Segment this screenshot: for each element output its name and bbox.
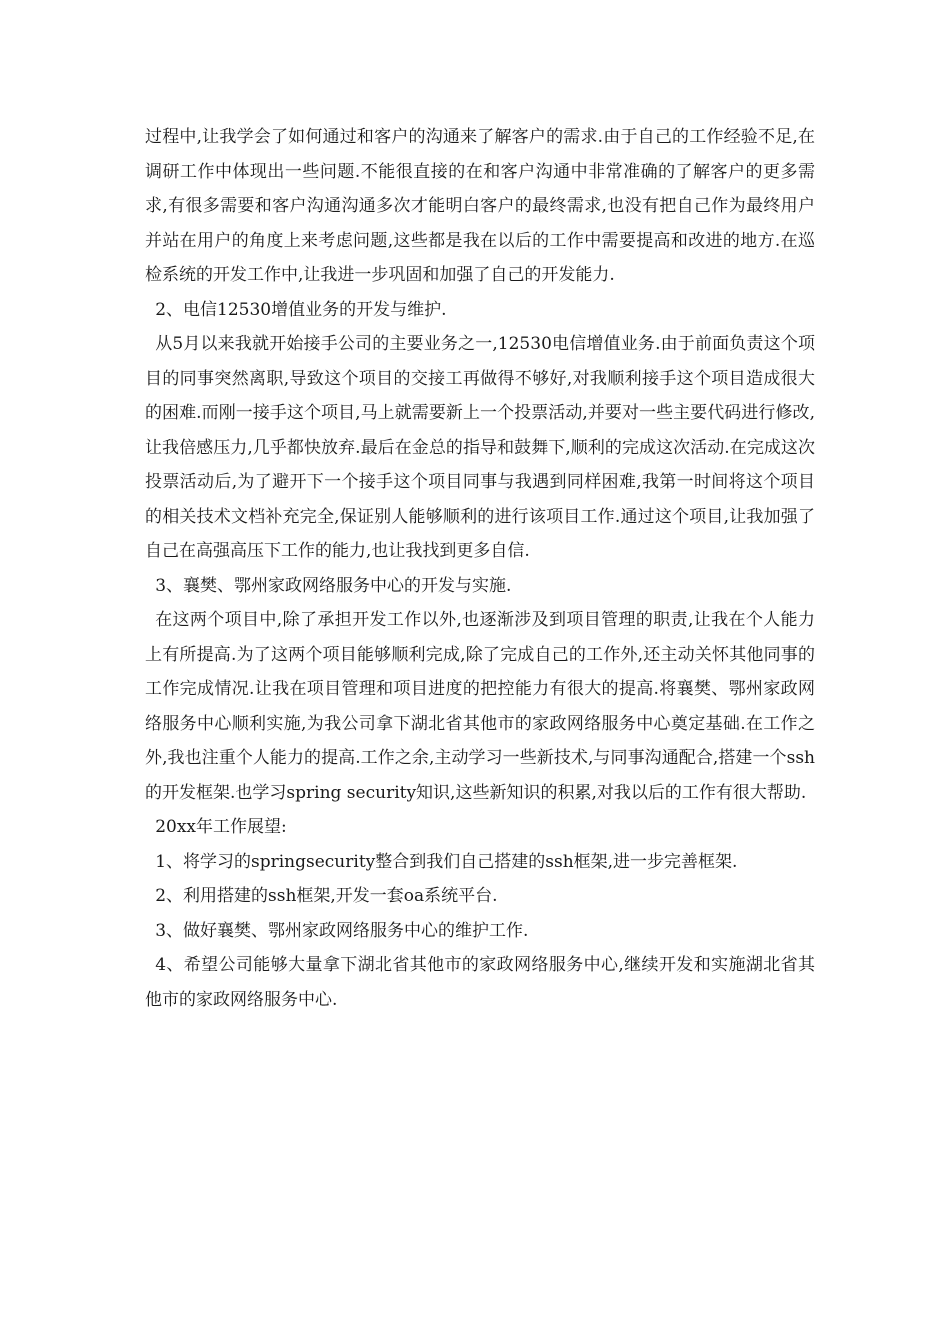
heading-housekeeping-center: 3、襄樊、鄂州家政网络服务中心的开发与实施.	[155, 575, 512, 596]
paragraph-project-experience: 过程中,让我学会了如何通过和客户的沟通来了解客户的需求.由于自己的工作经验不足,在调研工作中体现出一些问题.不能很直接的在和客户沟通中非常准确的了解客户的更多需求,有很多需要和客户沟通沟通多次才能明白客户的最终需求,也没有把自己作为最终用户并站在用户的角度上来考虑问题,这些都是我在以后的工作中需要提高和改进的地方.在巡检系统的开发工作中,让我进一步巩固和加强了自己的开发能力.	[145, 127, 815, 285]
heading-work-outlook: 20xx年工作展望:	[155, 817, 287, 837]
paragraph-telecom-12530: 从5月以来我就开始接手公司的主要业务之一,12530电信增值业务.由于前面负责这个项目的同事突然离职,导致这个项目的交接工再做得不够好,对我顺利接手这个项目造成很大的困难.而刚一接手这个项目,马上就需要新上一个投票活动,并要对一些主要代码进行修改,让我倍感压力,几乎都快放弃.最后在金总的指导和鼓舞下,顺利的完成这次活动.在完成这次投票活动后,为了避开下一个接手这个项目同事与我遇到同样困难,我第一时间将这个项目的相关技术文档补充完全,保证别人能够顺利的进行该项目工作.通过这个项目,让我加强了自己在高强高压下工作的能力,也让我找到更多自信.	[145, 334, 815, 561]
outlook-item-4: 4、希望公司能够大量拿下湖北省其他市的家政网络服务中心,继续开发和实施湖北省其他市的家政网络服务中心.	[145, 955, 815, 1010]
outlook-item-2: 2、利用搭建的ssh框架,开发一套oa系统平台.	[155, 886, 498, 906]
heading-telecom-12530: 2、电信12530增值业务的开发与维护.	[155, 299, 447, 320]
outlook-item-3: 3、做好襄樊、鄂州家政网络服务中心的维护工作.	[155, 920, 529, 941]
paragraph-housekeeping-center: 在这两个项目中,除了承担开发工作以外,也逐渐涉及到项目管理的职责,让我在个人能力上有所提高.为了这两个项目能够顺利完成,除了完成自己的工作外,还主动关怀其他同事的工作完成情况.让我在项目管理和项目进度的把控能力有很大的提高.将襄樊、鄂州家政网络服务中心顺利实施,为我公司拿下湖北省其他市的家政网络服务中心奠定基础.在工作之外,我也注重个人能力的提高.工作之余,主动学习一些新技术,与同事沟通配合,搭建一个ssh的开发框架.也学习spring security知识,这些新知识的积累,对我以后的工作有很大帮助.	[145, 610, 815, 803]
outlook-item-1: 1、将学习的springsecurity整合到我们自己搭建的ssh框架,进一步完善框架.	[155, 851, 738, 872]
document-body	[145, 120, 815, 1017]
